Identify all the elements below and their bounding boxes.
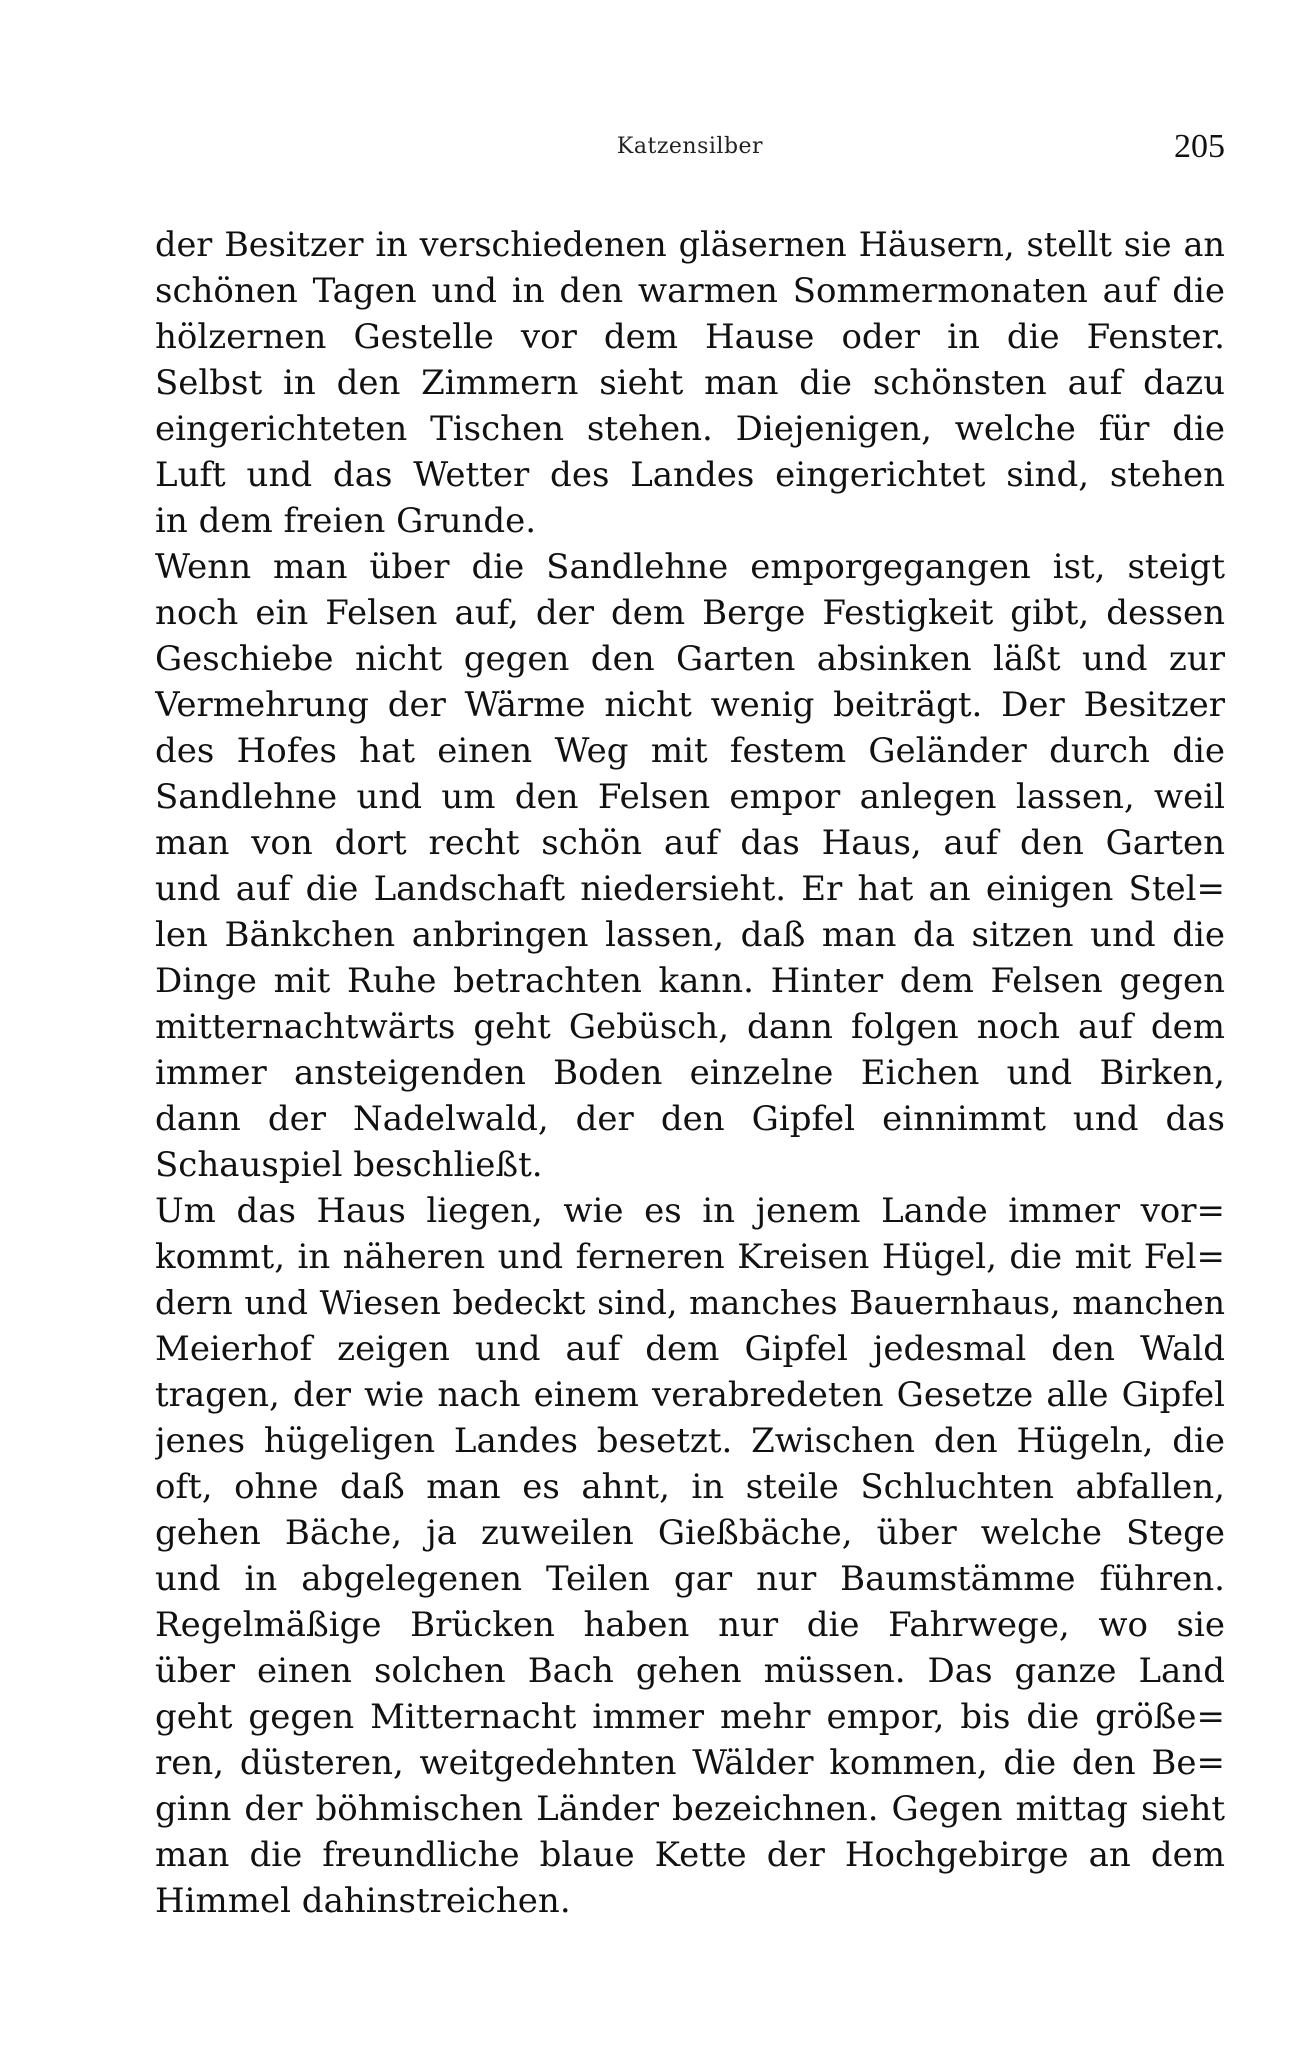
text-line: Sandlehne und um den Felsen empor anlegen lassen, weil [155,777,1225,817]
text-line: dern und Wiesen bedeckt sind, manches Bauernhaus, manchen [155,1283,1225,1322]
text-line: gehen Bäche, ja zuweilen Gießbäche, über welche Stege [155,1513,1225,1553]
text-line: Geschiebe nicht gegen den Garten absinken läßt und zur [155,639,1225,679]
text-line: immer ansteigenden Boden einzelne Eichen und Birken, [155,1053,1225,1093]
text-line: Meierhof zeigen und auf dem Gipfel jedesmal den Wald [155,1329,1225,1369]
text-line: man die freundliche blaue Kette der Hochgebirge an dem [155,1835,1225,1875]
page-number: 205 [1174,128,1225,165]
text-line: mitternachtwärts geht Gebüsch, dann folgen noch auf dem [155,1007,1225,1047]
text-line: dann der Nadelwald, der den Gipfel einnimmt und das [155,1099,1225,1139]
running-title: Katzensilber [616,134,764,159]
paragraph-last-line: in dem freien Grunde. [155,501,537,541]
text-line: geht gegen Mitternacht immer mehr empor, bis die größe= [155,1697,1225,1737]
page-header [155,128,1225,172]
text-line: des Hofes hat einen Weg mit festem Geländer durch die [155,731,1225,771]
text-line: eingerichteten Tischen stehen. Diejenigen, welche für die [155,409,1225,449]
text-line: Dinge mit Ruhe betrachten kann. Hinter dem Felsen gegen [155,961,1225,1001]
text-line: oft, ohne daß man es ahnt, in steile Schluchten abfallen, [155,1467,1225,1507]
paragraph-last-line: Schauspiel beschließt. [155,1145,543,1185]
text-line: über einen solchen Bach gehen müssen. Das ganze Land [155,1651,1225,1691]
text-line: Wenn man über die Sandlehne emporgegangen ist, steigt [155,547,1225,587]
text-line: und in abgelegenen Teilen gar nur Baumstämme führen. [155,1559,1225,1599]
text-line: jenes hügeligen Landes besetzt. Zwischen den Hügeln, die [155,1421,1225,1461]
text-line: und auf die Landschaft niedersieht. Er hat an einigen Stel= [155,869,1225,909]
text-line: Luft und das Wetter des Landes eingerichtet sind, stehen [155,455,1225,495]
paragraph-last-line: Himmel dahinstreichen. [155,1881,571,1921]
text-body [155,222,1225,1924]
text-line: ren, düsteren, weitgedehnten Wälder kommen, die den Be= [155,1743,1225,1783]
text-line: tragen, der wie nach einem verabredeten Gesetze alle Gipfel [155,1375,1225,1415]
text-line: Regelmäßige Brücken haben nur die Fahrwege, wo sie [155,1605,1225,1645]
text-line: der Besitzer in verschiedenen gläsernen Häusern, stellt sie an [155,225,1225,264]
text-line: schönen Tagen und in den warmen Sommermonaten auf die [155,271,1225,311]
text-line: kommt, in näheren und ferneren Kreisen Hügel, die mit Fel= [155,1237,1225,1277]
text-line: Selbst in den Zimmern sieht man die schönsten auf dazu [155,363,1225,403]
text-line: len Bänkchen anbringen lassen, daß man da sitzen und die [155,915,1225,955]
text-line: noch ein Felsen auf, der dem Berge Festigkeit gibt, dessen [155,593,1225,633]
text-line: man von dort recht schön auf das Haus, auf den Garten [155,823,1225,863]
text-line: ginn der böhmischen Länder bezeichnen. Gegen mittag sieht [155,1789,1225,1829]
text-line: Vermehrung der Wärme nicht wenig beiträgt. Der Besitzer [155,685,1225,725]
text-line: hölzernen Gestelle vor dem Hause oder in die Fenster. [155,317,1225,357]
text-line: Um das Haus liegen, wie es in jenem Lande immer vor= [155,1191,1225,1231]
